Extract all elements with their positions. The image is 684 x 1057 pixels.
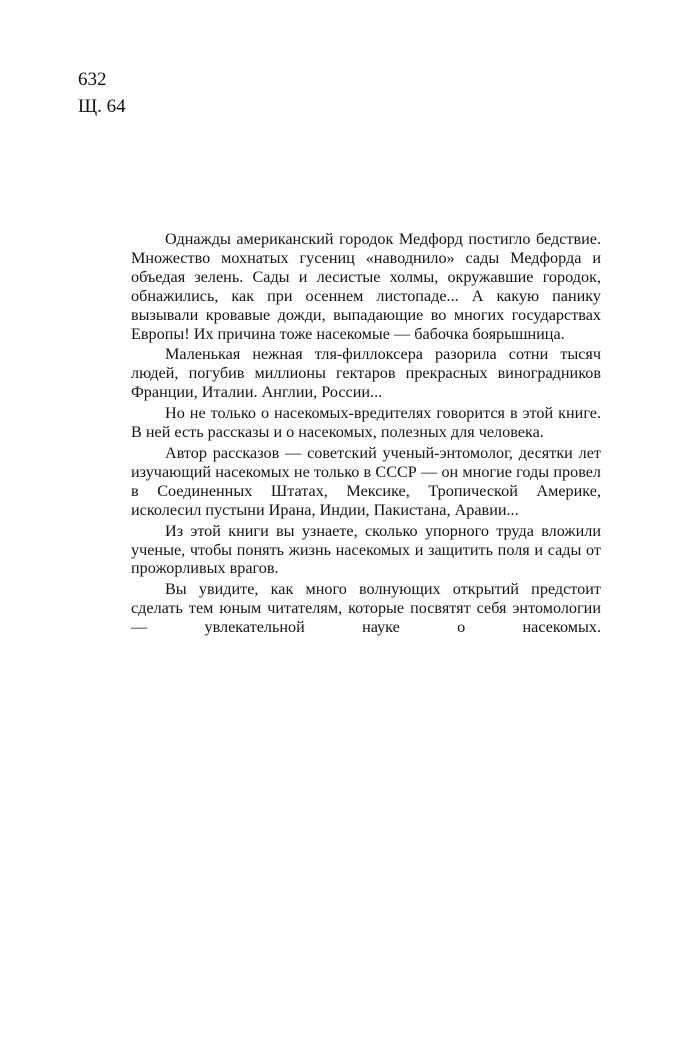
annotation-paragraph-5: Из этой книги вы узнаете, сколько упорного труда вложили ученые, чтобы понять жизнь насекомых и защитить поля и сады от прожорливых врагов. [131, 521, 601, 578]
annotation-paragraph-4: Автор рассказов — советский ученый-энтомолог, десятки лет изучающий насекомых не только в СССР — он многие годы провел в Соединенных Штатах, Мексике, Тропической Америке, исколесил пустыни Ирана, Индии, Пакистана, Аравии... [131, 443, 601, 519]
catalog-number: 632 [78, 69, 107, 90]
annotation-paragraph-6: Вы увидите, как много волнующих открытий предстоит сделать тем юным читателям, которые посвятят себя энтомологии — увлекательной науке о насекомых. [131, 580, 601, 637]
catalog-header [78, 66, 126, 120]
book-annotation [131, 230, 601, 637]
annotation-paragraph-1: Однажды американский городок Медфорд постигло бедствие. Множество мохнатых гусениц «наводнило» сады Медфорда и объедая зелень. Сады и лесистые холмы, окружавшие городок, обнажились, как при осеннем листопаде... А какую панику вызывали кровавые дожди, выпадающие во многих государствах Европы! Их причина тоже насекомые — бабочка боярышница. [131, 230, 601, 343]
annotation-paragraph-2: Маленькая нежная тля-филлоксера разорила сотни тысяч людей, погубив миллионы гектаров прекрасных виноградников Франции, Италии. Англии, России... [131, 345, 601, 402]
classification-code: Щ. 64 [78, 96, 126, 117]
annotation-paragraph-3: Но не только о насекомых-вредителях говорится в этой книге. В ней есть рассказы и о насекомых, полезных для человека. [131, 404, 601, 442]
